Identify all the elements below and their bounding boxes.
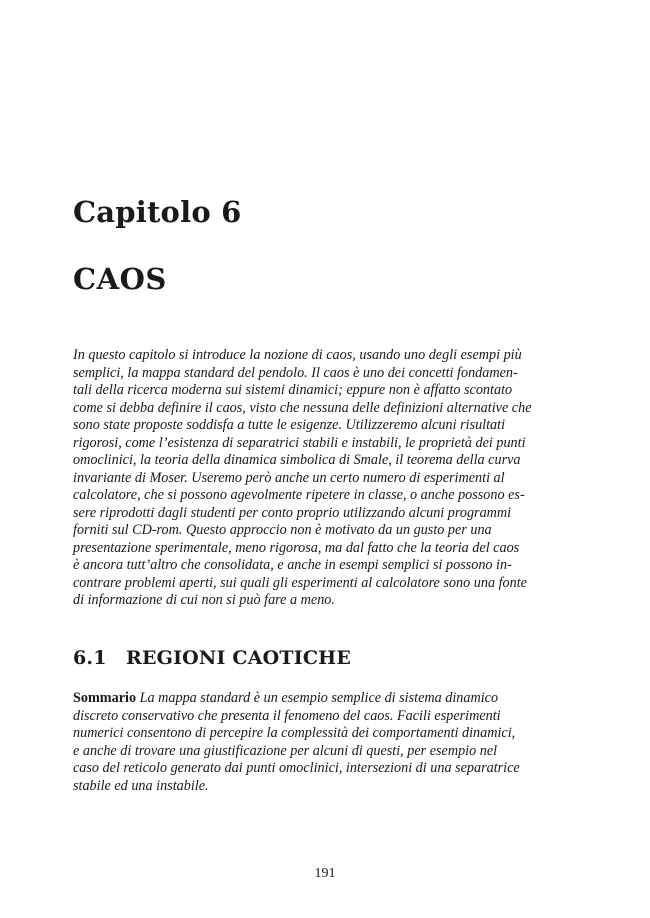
section-title: REGIONI CAOTICHE <box>126 647 352 669</box>
intro-line: contrare problemi aperti, sui quali gli esperimenti al calcolatore sono una fonte <box>73 574 527 591</box>
intro-line: omoclinici, la teoria della dinamica simbolica di Smale, il teorema della curva <box>73 452 521 468</box>
intro-line: presentazione sperimentale, meno rigorosa, ma dal fatto che la teoria del caos <box>73 539 520 556</box>
page-number: 191 <box>314 866 336 881</box>
intro-line: invariante di Moser. Useremo però anche un certo numero di esperimenti al <box>73 469 505 486</box>
section-heading <box>73 647 351 669</box>
intro-line: semplici, la mappa standard del pendolo. Il caos è uno dei concetti fondamen- <box>73 364 518 381</box>
intro-line: forniti sul CD-rom. Questo approccio non è motivato da un gusto per una <box>73 522 492 538</box>
intro-line: In questo capitolo si introduce la nozione di caos, usando uno degli esempi più <box>73 347 522 363</box>
intro-line: calcolatore, che si possono agevolmente ripetere in classe, o anche possono es- <box>73 487 525 503</box>
chapter-introduction <box>73 347 556 610</box>
summary-line: stabile ed una instabile. <box>73 777 209 794</box>
summary-line: e anche di trovare una giustificazione per alcuni di questi, per esempio nel <box>73 742 498 759</box>
summary-label: Sommario <box>73 690 137 706</box>
intro-line: sono state proposte soddisfa a tutte le esigenze. Utilizzeremo alcuni risultati <box>73 417 506 433</box>
summary-line: discreto conservativo che presenta il fenomeno del caos. Facili esperimenti <box>73 707 501 724</box>
intro-line: tali della ricerca moderna sui sistemi dinamici; eppure non è affatto scontato <box>73 382 513 398</box>
summary-line: caso del reticolo generato dai punti omoclinici, intersezioni di una separatrice <box>73 760 520 776</box>
intro-line: di informazione di cui non si può fare a meno. <box>73 592 335 608</box>
intro-line: è ancora tutt’altro che consolidata, e anche in esempi semplici si possono in- <box>73 557 512 573</box>
chapter-title: CAOS <box>73 262 167 296</box>
summary-line: numerici consentono di percepire la complessità dei comportamenti dinamici, <box>73 725 516 741</box>
summary-text: La mappa standard è un esempio semplice di sistema dinamico <box>136 690 499 706</box>
summary-line <box>73 690 556 708</box>
chapter-label: Capitolo 6 <box>73 195 242 229</box>
intro-line: sere riprodotti dagli studenti per conto proprio utilizzando alcuni programmi <box>73 504 512 521</box>
intro-line: rigorosi, come l’esistenza di separatrici stabili e instabili, le proprietà dei punti <box>73 434 526 451</box>
section-summary <box>73 690 556 795</box>
section-number: 6.1 <box>73 647 107 669</box>
intro-line: come si debba definire il caos, visto che nessuna delle definizioni alternative che <box>73 399 532 416</box>
